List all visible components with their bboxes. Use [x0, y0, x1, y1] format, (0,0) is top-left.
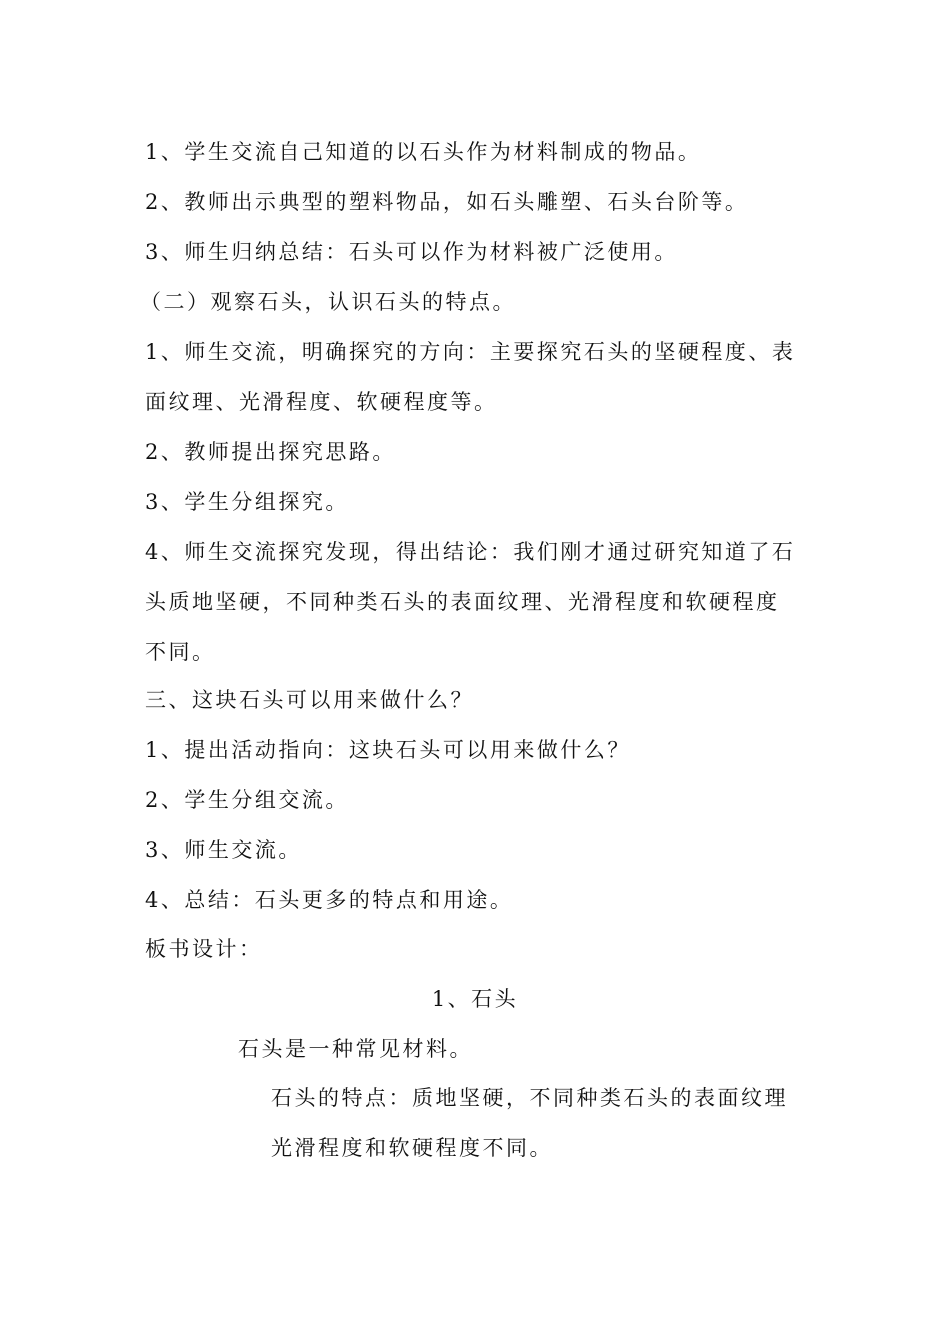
text-line: 面纹理、光滑程度、软硬程度等。 — [145, 390, 498, 414]
text-line: 不同。 — [145, 640, 216, 664]
board-line: 石头是一种常见材料。 — [238, 1037, 473, 1061]
text-line: 2、学生分组交流。 — [145, 788, 349, 812]
text-line: 头质地坚硬，不同种类石头的表面纹理、光滑程度和软硬程度 — [145, 590, 780, 614]
text-line: 2、教师提出探究思路。 — [145, 440, 396, 464]
text-line: 4、师生交流探究发现，得出结论：我们刚才通过研究知道了石 — [145, 540, 796, 564]
board-line: 石头的特点：质地坚硬，不同种类石头的表面纹理 — [271, 1086, 788, 1110]
section-heading: （二）观察石头，认识石头的特点。 — [140, 290, 516, 314]
text-line: 3、学生分组探究。 — [145, 490, 349, 514]
text-line: 1、学生交流自己知道的以石头作为材料制成的物品。 — [145, 140, 702, 164]
text-line: 1、师生交流，明确探究的方向：主要探究石头的坚硬程度、表 — [145, 340, 796, 364]
board-title: 1、石头 — [431, 987, 519, 1011]
text-line: 3、师生交流。 — [145, 838, 302, 862]
text-line: 1、提出活动指向：这块石头可以用来做什么？ — [145, 738, 631, 762]
board-line: 光滑程度和软硬程度不同。 — [271, 1136, 553, 1160]
text-line: 4、总结：石头更多的特点和用途。 — [145, 888, 514, 912]
text-line: 3、师生归纳总结：石头可以作为材料被广泛使用。 — [145, 240, 678, 264]
section-heading: 三、这块石头可以用来做什么？ — [145, 688, 474, 712]
text-line: 2、教师出示典型的塑料物品，如石头雕塑、石头台阶等。 — [145, 190, 749, 214]
board-design-label: 板书设计： — [145, 937, 263, 961]
